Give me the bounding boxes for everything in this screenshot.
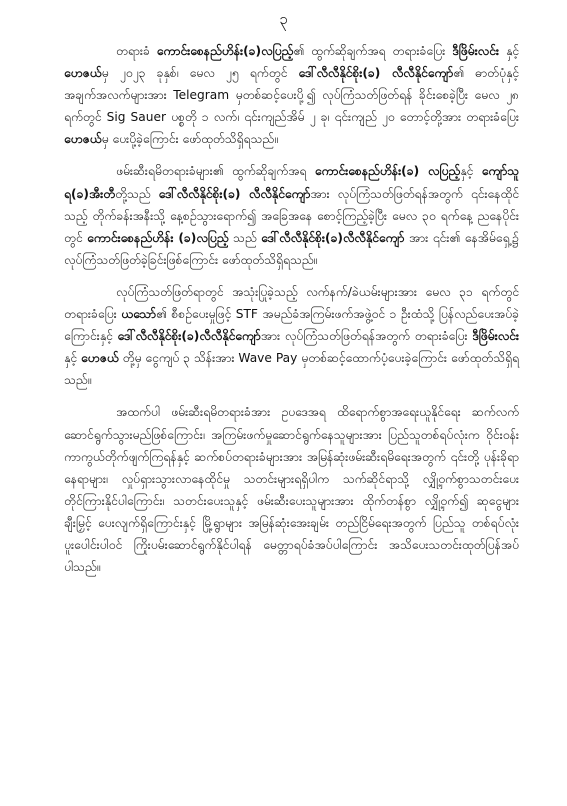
- paragraph-text-run: နှင့်: [498, 44, 519, 58]
- bold-name-text: ကျော်သူရ(ခ)အီးတီ: [64, 164, 519, 201]
- bold-name-text: ဒီဖြိမ်းလင်း: [472, 329, 519, 344]
- bold-name-text: ဟေဇယ်: [81, 351, 119, 366]
- paragraph-text-run: ၏ ဓာတ်ပုံနှင့် အချက်အလက်များအား Telegram မှတစ်ဆင့်ပေးပို့၍ လုပ်ကြံသတ်ဖြတ်ရန် ခိုင်းစေခဲ့ပြီး မေလ ၂၈ ရက်တွင် Sig Sauer ပစ္စတို ၁ လက်၊ ၎င်းကျည်အိမ် ၂ ခု၊ ၎င်းကျည် ၂၀ တောင့်တို့အား တရားခံပြေး: [64, 66, 520, 125]
- paragraph-4: [64, 401, 519, 578]
- paragraph-text-run: တို့သည်: [115, 186, 159, 201]
- paragraph-text-run: နှင့်: [64, 351, 82, 366]
- paragraph-text-run: အထက်ပါ ဖမ်းဆီးရမိတရားခံအား ဥပဒေအရ ထိရောက်စွာအရေးယူနိုင်ရေး ဆက်လက်ဆောင်ရွက်သွားမည်ဖြစ်ကြောင်း၊ အကြမ်းဖက်မှုဆောင်ရွက်နေသူများအား ပြည်သူတစ်ရပ်လုံးက ဝိုင်းဝန်းကာကွယ်တိုက်ဖျက်ကြရန်နှင့် ဆက်စပ်တရားခံများအား အမြန်ဆုံးဖမ်းဆီးရမိရေးအတွက် ၎င်းတို့ ပုန်းခိုရာနေရာများ၊ လှုပ်ရှားသွားလာနေထိုင်မှု သတင်းများရရှိပါက သက်ဆိုင်ရာသို့ လျှို့ဝှက်စွာသတင်းပေး တိုင်ကြားနိုင်ပါကြောင်း၊ သတင်းပေးသူနှင့် ဖမ်းဆီးပေးသူများအား ထိုက်တန်စွာ လျှို့ဝှက်၍ ဆုငွေများချီးမြှင့် ပေးလျက်ရှိကြောင်းနှင့် မြို့ရွာများ အမြန်ဆုံးအေးချမ်း တည်ငြိမ်ရေးအတွက် ပြည်သူ တစ်ရပ်လုံးပူးပေါင်းပါဝင် ကြိုးပမ်းဆောင်ရွက်နိုင်ပါရန် မေတ္တာရပ်ခံအပ်ပါကြောင်း အသိပေးသတင်းထုတ်ပြန်အပ်ပါသည်။: [64, 405, 519, 575]
- page-number: ၃: [279, 10, 288, 28]
- bold-name-text: ဟေဇယ်: [64, 132, 102, 147]
- paragraph-text-run: နှင့်: [460, 164, 482, 179]
- bold-name-text: ဒေါ်လီလီနိုင်စိုး(ခ)လီလီနိုင်ကျော်: [117, 329, 261, 344]
- paragraph-text-run: ၏ စီစဉ်ပေးမှုဖြင့် STF အမည်ခံအကြမ်းဖက်အဖွဲ့ဝင် ၁ ဦးထံသို့ ပြန်လည်ပေးအပ်ခဲ့ကြောင်းနှင့်: [64, 307, 519, 344]
- bold-name-text: ကောင်းစေနည်ဟိန်း(ခ) လပြည့်: [314, 164, 461, 179]
- paragraph-text-run: မှ ပေးပို့ခဲ့ကြောင်း ဖော်ထုတ်သိရှိရသည်။: [101, 132, 278, 147]
- document-body: [64, 40, 519, 588]
- bold-name-text: ဒေါ်လီလီနိုင်စိုး(ခ) လီလီနိုင်ကျော်: [158, 186, 311, 201]
- bold-name-text: ဒီဖြိမ်းလင်း: [452, 44, 499, 58]
- bold-name-text: ဟေဇယ်: [64, 66, 102, 81]
- paragraph-text-run: တရားခံ: [116, 44, 157, 58]
- bold-name-text: ကောင်းစေနည်ဟိန်း (ခ)လပြည့်: [87, 230, 229, 245]
- paragraph-text-run: အား လုပ်ကြံသတ်ဖြတ်ရန်အတွက် တရားခံပြေး: [260, 329, 473, 344]
- bold-name-text: ကောင်းစေနည်ဟိန်း(ခ)လပြည့်: [156, 44, 294, 58]
- paragraph-text-run: သည်: [228, 230, 262, 245]
- paragraph-text-run: ဖမ်းဆီးရမိတရားခံများ၏ ထွက်ဆိုချက်အရ: [116, 164, 315, 179]
- paragraph-text-run: မှ ၂၀၂၃ ခုနှစ်၊ မေလ ၂၅ ရက်တွင်: [101, 66, 299, 81]
- paragraph-text-run: တို့မှ ငွေကျပ် ၃ သိန်းအား Wave Pay မှတစ်ဆင့်ထောက်ပံ့ပေးခဲ့ကြောင်း ဖော်ထုတ်သိရှိရသည်။: [64, 351, 519, 388]
- paragraph-1: [64, 40, 519, 150]
- bold-name-text: ဒေါ်လီလီနိုင်စိုး(ခ)လီလီနိုင်ကျော်: [261, 230, 405, 245]
- paragraph-2: [64, 160, 519, 270]
- paragraph-text-run: ၏ ထွက်ဆိုချက်အရ တရားခံပြေး: [293, 44, 453, 58]
- paragraph-3: [64, 281, 519, 391]
- bold-name-text: ယသော်: [121, 307, 157, 322]
- paragraph-text-run: လုပ်ကြံသတ်ဖြတ်ရာတွင် အသုံးပြုခဲ့သည့် လက်နက်/ခဲယမ်းများအား မေလ ၃၁ ရက်တွင် တရားခံပြေး: [64, 284, 519, 322]
- paragraph-text-run: အား ၎င်း၏ နေအိမ်ရှေ့၌ လုပ်ကြံသတ်ဖြတ်ခဲ့ခြင်းဖြစ်ကြောင်း ဖော်ထုတ်သိရှိရသည်။: [64, 230, 519, 267]
- paragraph-text-run: အား လုပ်ကြံသတ်ဖြတ်ရန်အတွက် ၎င်းနေထိုင်သည့် တိုက်ခန်းအနီးသို့ နေ့စဉ်သွားရောက်၍ အခြေအနေ စောင့်ကြည့်ခဲ့ပြီး မေလ ၃၀ ရက်နေ့ ညနေပိုင်းတွင်: [64, 186, 519, 245]
- bold-name-text: ဒေါ်လီလီနိုင်စိုး(ခ) လီလီနိုင်ကျော်: [298, 66, 454, 81]
